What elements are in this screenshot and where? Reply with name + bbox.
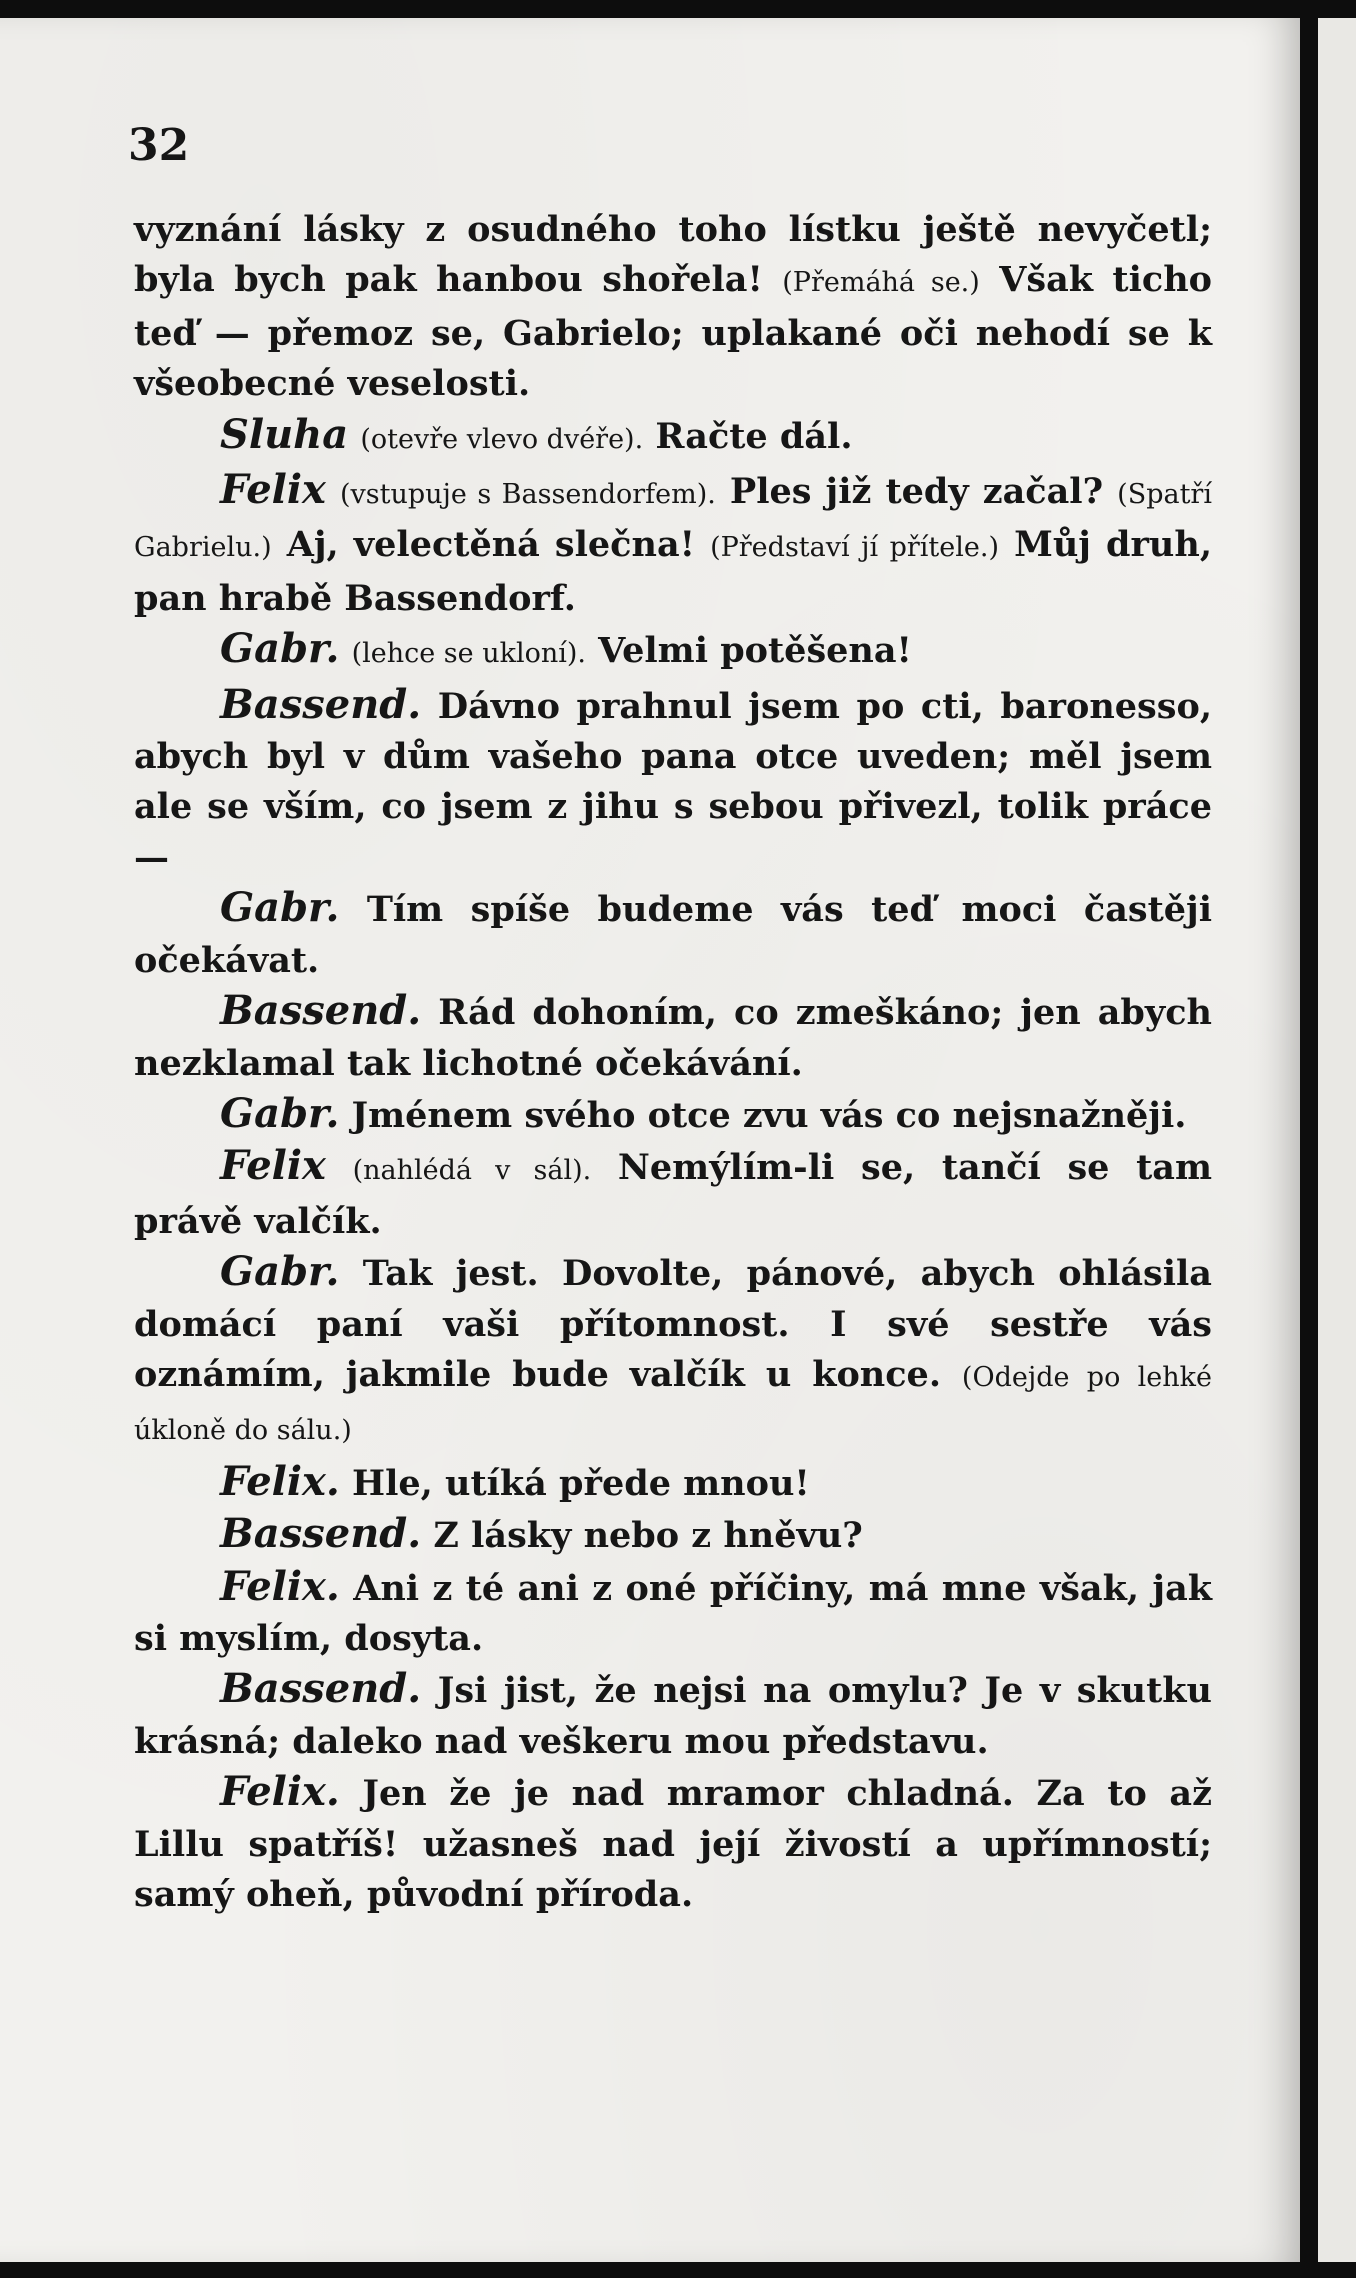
speaker-name: Sluha [220,410,349,458]
dialogue-text: Račte dál. [643,415,853,457]
paragraph [134,205,1212,410]
dialogue-text: Nemýlím-li se, tančí se tam právě valčík. [134,1147,1213,1242]
paragraph [134,410,1212,465]
stage-direction: (Přemáhá se.) [782,267,980,299]
paragraph [134,680,1212,884]
speaker-name: Bassend. [220,1510,422,1558]
dialogue-text: Aj, velectěná slečna! [271,524,711,566]
speaker-name: Gabr. [220,1089,340,1137]
speaker-name: Felix. [220,1457,340,1505]
dialogue-text: vyznání lásky z osudného toho lístku ještě nevyčetl; byla bych pak hanbou shořela! [134,209,1212,301]
dialogue-text [326,1147,353,1188]
dialogue-text [326,471,340,512]
paragraph [134,1457,1212,1509]
dialogue-text: Rád dohoním, co zmeškáno; jen abych nezklamal tak lichotné očekávání. [134,992,1212,1084]
dialogue-text: Jen že je nad mramor chladná. Za to až Lillu spatříš! užasneš nad její živostí a upřímností; samý oheň, původní příroda. [134,1773,1212,1915]
stage-direction: (Spatří Gabrielu.) [134,479,1212,564]
speaker-name: Gabr. [220,884,340,932]
paragraph [134,1141,1212,1247]
dialogue-text: Dávno prahnul jsem po cti, baronesso, abych byl v dům vašeho pana otce uveden; měl jsem ale se vším, co jsem z jihu s sebou přivezl, tolik práce — [134,685,1212,878]
dialogue-text [339,630,351,671]
dialogue-text: Jménem svého otce zvu vás co nejsnažněji. [339,1094,1187,1136]
stage-direction: (Představí jí přítele.) [710,532,999,564]
dialogue-text: Však ticho teď — přemoz se, Gabrielo; uplakané oči nehodí se k všeobecné veselosti. [134,259,1212,405]
speaker-name: Bassend. [220,1665,422,1713]
dialogue-text: Ani z té ani z oné příčiny, má mne však, jak si myslím, dosyta. [134,1567,1212,1659]
paragraph [134,624,1212,679]
dialogue-text: Velmi potěšena! [585,630,912,672]
paragraph [134,1509,1212,1561]
speaker-name: Bassend. [220,987,422,1035]
play-text [134,205,1212,1920]
paragraph [134,1562,1212,1665]
paragraph [134,1247,1212,1457]
speaker-name: Felix. [220,1768,340,1816]
dialogue-text: Ples již tedy začal? [715,471,1118,513]
dialogue-text: Jsi jist, že nejsi na omylu? Je v skutku krásná; daleko nad veškeru mou představu. [134,1670,1212,1762]
speaker-name: Felix [220,1142,326,1190]
dialogue-text: Hle, utíká přede mnou! [339,1462,810,1504]
dialogue-text: Můj druh, pan hrabě Bassendorf. [134,524,1213,619]
stage-direction: (lehce se ukloní). [351,638,586,670]
speaker-name: Felix. [220,1562,340,1610]
stage-direction: (otevře vlevo dvéře). [360,423,644,455]
paragraph [134,986,1212,1089]
dialogue-text: Tím spíše budeme vás teď moci častěji očekávat. [134,889,1212,981]
speaker-name: Gabr. [220,625,340,673]
dialogue-text [348,416,360,457]
paragraph [134,1767,1212,1920]
speaker-name: Felix [220,466,326,514]
paragraph [134,883,1212,986]
stage-direction: (Odejde po lehké úkloně do sálu.) [134,1361,1212,1447]
dialogue-text: Z lásky nebo z hněvu? [421,1515,863,1557]
speaker-name: Gabr. [220,1248,340,1296]
stage-direction: (vstupuje s Bassendorfem). [339,479,716,511]
stage-direction: (nahlédá v sál). [352,1155,592,1187]
speaker-name: Bassend. [220,680,422,728]
page-number: 32 [128,120,190,171]
page-edge [1318,18,1356,2262]
paragraph [134,1664,1212,1767]
paragraph [134,465,1212,624]
paragraph [134,1089,1212,1141]
dialogue-text: Tak jest. Dovolte, pánové, abych ohlásila domácí paní vaši přítomnost. I své sestře vás oznámím, jakmile bude valčík u konce. [134,1253,1212,1395]
